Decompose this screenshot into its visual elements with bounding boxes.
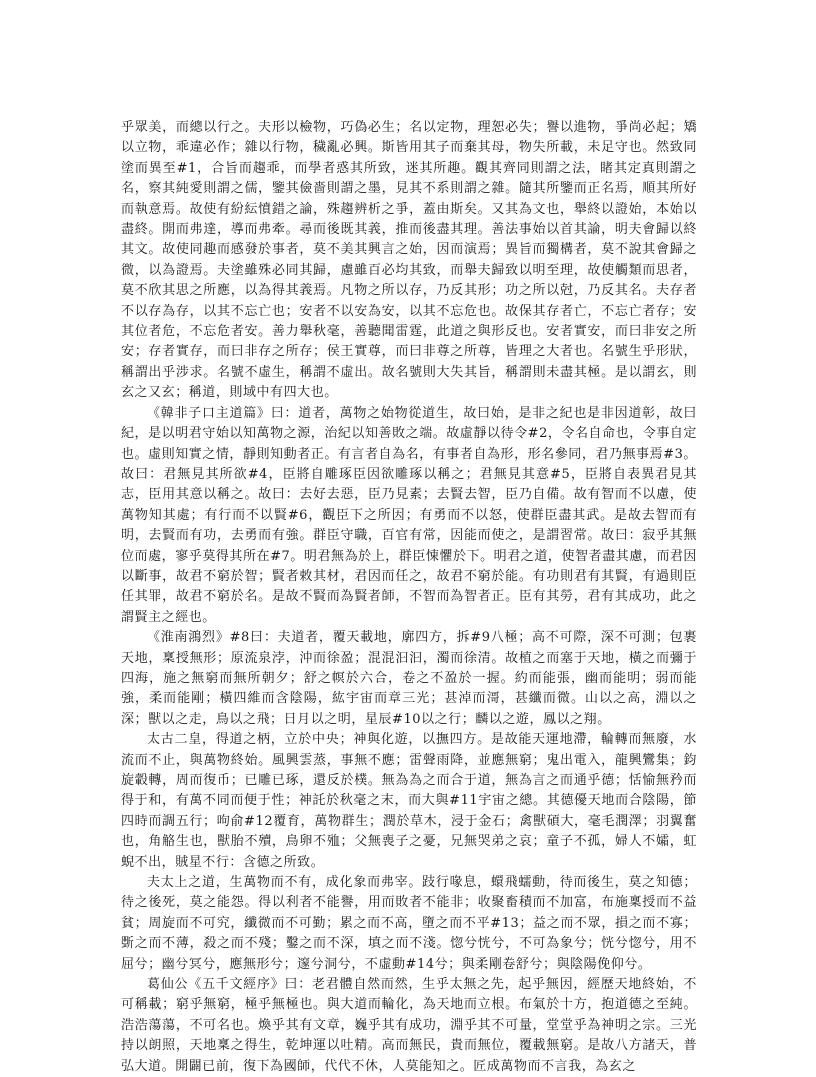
- document-body: [121, 118, 697, 1077]
- paragraph-3: 《淮南鴻烈》#8曰：夫道者，覆天載地，廓四方，拆#9八極；高不可際，深不可測；包裹天地，稟授無形；原流泉浡，沖而徐盈；混混汩汩，濁而徐清。故植之而塞于天地，橫之而彌于四海，施之無窮而無所朝夕；舒之幎於六合，卷之不盈於一握。約而能張，幽而能明；弱而能強，柔而能剛；橫四維而含陰陽，紘宇宙而章三光；甚淖而滒，甚纖而微。山以之高，淵以之深；獸以之走，鳥以之飛；日月以之明，星辰#10以之行；麟以之遊，鳳以之翔。: [121, 630, 697, 727]
- paragraph-2: 《韓非子口主道篇》曰：道者，萬物之始物從道生，故曰始，是非之紀也是非因道彰，故曰紀，是以明君守始以知萬物之源，治紀以知善敗之端。故虛靜以待令#2，令名自命也，令事自定也。虛則知實之情，靜則知動者正。有言者自為名，有事者自為形，形名參同，君乃無事焉#3。故曰：君無見其所欲#4，臣將自雕琢臣因欲雕琢以稱之；君無見其意#5，臣將自表異君見其志，臣用其意以稱之。故曰：去好去惡，臣乃見素；去賢去智，臣乃自備。故有智而不以慮，使萬物知其處；有行而不以賢#6，觀臣下之所因；有勇而不以怒，使群臣盡其武。是故去智而有明，去賢而有功，去勇而有強。群臣守職，百官有常，因能而使之，是謂習常。故曰：寂乎其無位而處，寥乎莫得其所在#7。明君無為於上，群臣悚懼於下。明君之道，使智者盡其慮，而君因以斷事，故君不窮於智；賢者敕其材，君因而任之，故君不窮於能。有功則君有其賢，有過則臣任其罪，故君不窮於名。是故不賢而為賢者師，不智而為智者正。臣有其勞，君有其成功，此之謂賢主之經也。: [121, 405, 697, 625]
- paragraph-5: 夫太上之道，生萬物而不有，成化象而弗宰。跂行喙息，蠉飛蠕動，待而後生，莫之知德；待之後死，莫之能怨。得以利者不能譽，用而敗者不能非；收聚畜積而不加富，布施稟授而不益貧；周旋而不可究，纖微而不可勤；累之而不高，墮之而不平#13；益之而不眾，損之而不寡；斲之而不薄，殺之而不殘；鑿之而不深，填之而不淺。惚兮恍兮，不可為象兮；恍兮惚兮，用不屈兮；幽兮冥兮，應無形兮；邃兮洞兮，不虛動#14兮；與柔剛卷舒兮；與陰陽俛仰兮。: [121, 875, 697, 972]
- paragraph-6: 葛仙公《五千文經序》曰：老君體自然而然，生乎太無之先，起乎無因，經歷天地終始，不可稱載；窮乎無窮，極乎無極也。與大道而輪化，為天地而立根。布氣於十方，抱道德之至純。浩浩蕩蕩，不可名也。煥乎其有文章，巍乎其有成功，淵乎其不可量，堂堂乎為神明之宗。三光持以朗照，天地稟之得生，乾坤運以吐精。高而無民，貴而無位，覆載無窮。是故八方諸天，普弘大道。開闢已前，復下為國師，代代不休，人莫能知之。匠成萬物而不言我，為玄之: [121, 977, 697, 1074]
- paragraph-4: 太古二皇，得道之柄，立於中央；神與化遊，以撫四方。是故能天運地滯，輪轉而無廢，水流而不止，與萬物終始。風興雲蒸，事無不應；雷聲雨降，並應無窮；鬼出電入，龍興鸞集；鈞旋轂轉，周而復币；已雕已琢，還反於樸。無為為之而合于道，無為言之而通乎德；恬愉無矜而得于和，有萬不同而便于性；神託於秋毫之末，而大與#11宇宙之總。其德優天地而合陰陽，節四時而調五行；呴俞#12覆育，萬物群生；潤於草木，浸于金石；禽獸碩大，毫毛潤澤；羽翼奮也，角觡生也，獸胎不殰，鳥卵不殈；父無喪子之憂，兄無哭弟之哀；童子不孤，婦人不孀，虹蜺不出，賊星不行：含德之所致。: [121, 732, 697, 870]
- paragraph-1: 乎眾美，而總以行之。夫形以檢物，巧偽必生；名以定物，理恕必失；譽以進物，爭尚必起；矯以立物，乖違必作；雜以行物，穢亂必興。斯皆用其子而棄其母，物失所載，未足守也。然致同塗而異至#1，合旨而趨乖，而學者惑其所致，迷其所趣。觀其齊同則謂之法，睹其定真則謂之名，察其純愛則謂之儒，鑒其儉嗇則謂之墨，見其不系則謂之雜。隨其所鑒而正名焉，順其所好而執意焉。故使有紛紜憤錯之論，殊趨辨析之爭，蓋由斯矣。又其為文也，舉終以證始，本始以盡終。開而弗達，導而弗牽。尋而後既其義，推而後盡其理。善法事始以首其論，明夫會歸以終其文。故使同趣而感發於事者，莫不美其興言之始，因而演焉；異旨而獨構者，莫不說其會歸之微，以為證焉。夫塗雖殊必同其歸，慮雖百必均其致，而舉夫歸致以明至理，故使觸類而思者，莫不欣其思之所應，以為得其義焉。凡物之所以存，乃反其形；功之所以尅，乃反其名。夫存者不以存為存，以其不忘亡也；安者不以安為安，以其不忘危也。故保其存者亡，不忘亡者存；安其位者危，不忘危者安。善力舉秋毫，善聽聞雷霆，此道之與形反也。安者實安，而曰非安之所安；存者實存，而曰非存之所存；侯王實尊，而曰非尊之所尊，皆理之大者也。名號生乎形狀，稱謂出乎涉求。名號不虛生，稱謂不虛出。故名號則大失其旨，稱謂則未盡其極。是以謂玄，則玄之又玄；稱道，則域中有四大也。: [121, 120, 697, 401]
